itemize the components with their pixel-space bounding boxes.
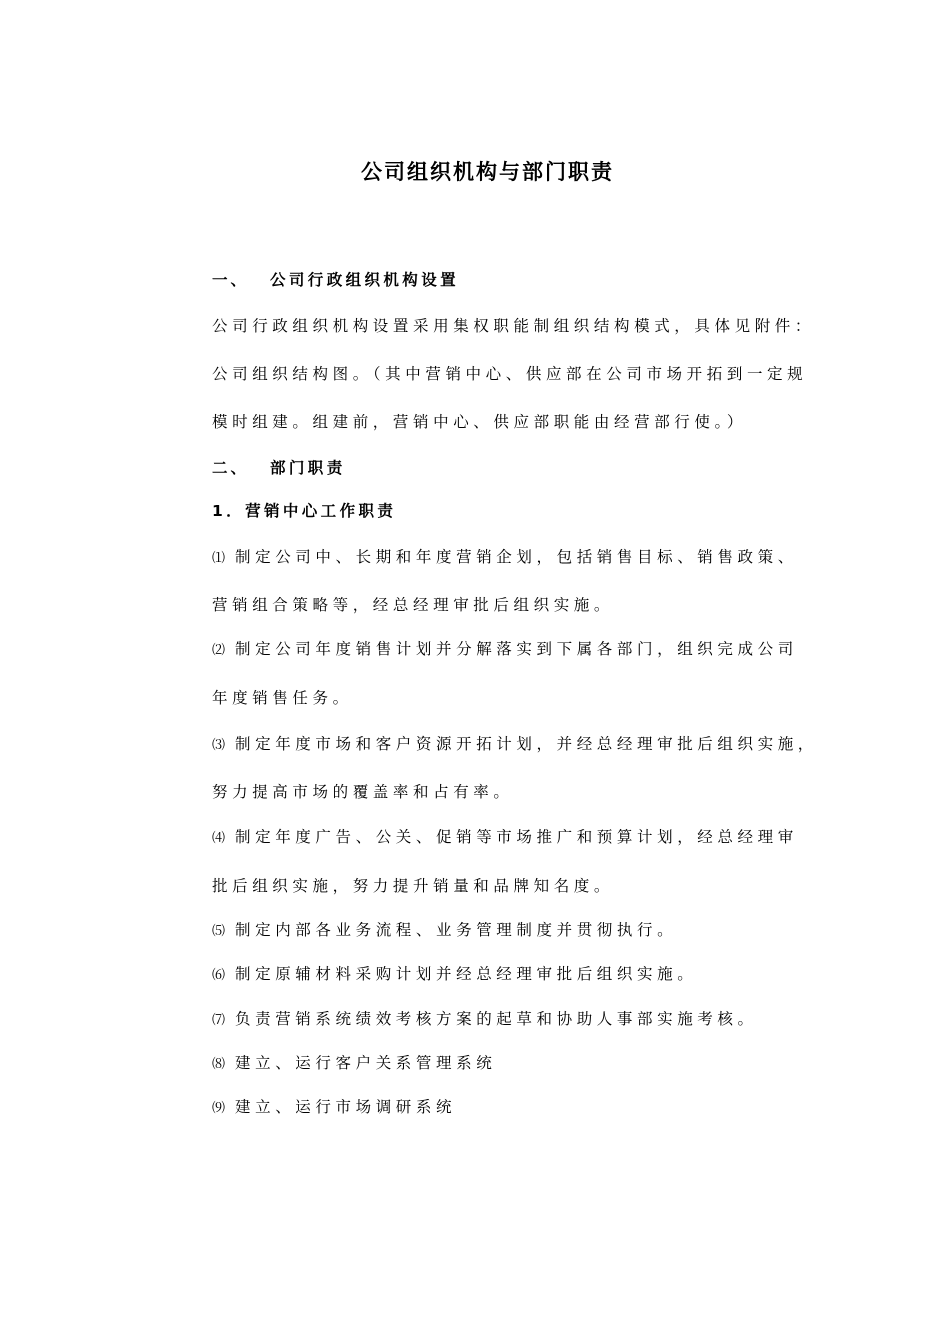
- duty-item-marker: ⑼: [212, 1101, 226, 1116]
- duty-item-3-cont: 努力提高市场的覆盖率和占有率。: [212, 783, 514, 801]
- section-1-number: 一、: [212, 271, 250, 289]
- section-1-heading: [212, 268, 459, 292]
- section-1-line-3: 模时组建。组建前，营销中心、供应部职能由经营部行使。）: [212, 413, 747, 431]
- section-2-subheading: 1．营销中心工作职责: [212, 502, 397, 520]
- duty-item-marker: ⑹: [212, 968, 226, 983]
- section-1-title: 公司行政组织机构设置: [270, 271, 460, 289]
- duty-item-4: [212, 825, 798, 851]
- duty-item-text: 制定年度市场和客户资源开拓计划，并经总经理审批后组织实施，: [235, 735, 818, 753]
- section-2-number: 二、: [212, 459, 250, 477]
- section-2-title: 部门职责: [270, 459, 346, 477]
- duty-item-text: 制定年度广告、公关、促销等市场推广和预算计划，经总经理审: [235, 828, 798, 846]
- duty-item-2: [212, 637, 798, 663]
- duty-item-text: 制定公司中、长期和年度营销企划，包括销售目标、销售政策、: [235, 548, 798, 566]
- duty-item-1-cont: 营销组合策略等，经总经理审批后组织实施。: [212, 596, 615, 614]
- duty-item-marker: ⑷: [212, 831, 226, 846]
- duty-item-6: [212, 962, 697, 988]
- duty-item-marker: ⑺: [212, 1013, 226, 1028]
- section-1-line-1: 公司行政组织机构设置采用集权职能制组织结构模式，具体见附件：: [212, 317, 816, 335]
- section-2-heading: [212, 456, 346, 480]
- duty-item-7: [212, 1007, 758, 1033]
- duty-item-1: [212, 545, 798, 571]
- duty-item-2-cont: 年度销售任务。: [212, 689, 353, 707]
- duty-item-text: 建立、运行客户关系管理系统: [235, 1054, 497, 1072]
- duty-item-3: [212, 732, 818, 758]
- duty-item-4-cont: 批后组织实施，努力提升销量和品牌知名度。: [212, 877, 615, 895]
- section-1-line-2: 公司组织结构图。（其中营销中心、供应部在公司市场开拓到一定规: [212, 365, 808, 383]
- page-title: 公司组织机构与部门职责: [361, 160, 614, 184]
- duty-item-text: 制定公司年度销售计划并分解落实到下属各部门，组织完成公司: [235, 640, 798, 658]
- duty-item-text: 负责营销系统绩效考核方案的起草和协助人事部实施考核。: [235, 1010, 758, 1028]
- duty-item-8: [212, 1051, 496, 1077]
- duty-item-text: 制定原辅材料采购计划并经总经理审批后组织实施。: [235, 965, 698, 983]
- duty-item-9: [212, 1095, 456, 1121]
- duty-item-marker: ⑻: [212, 1057, 226, 1072]
- duty-item-marker: ⑵: [212, 643, 226, 658]
- duty-item-marker: ⑶: [212, 738, 226, 753]
- duty-item-5: [212, 918, 677, 944]
- duty-item-marker: ⑸: [212, 924, 226, 939]
- duty-item-text: 建立、运行市场调研系统: [235, 1098, 457, 1116]
- duty-item-marker: ⑴: [212, 551, 226, 566]
- duty-item-text: 制定内部各业务流程、业务管理制度并贯彻执行。: [235, 921, 678, 939]
